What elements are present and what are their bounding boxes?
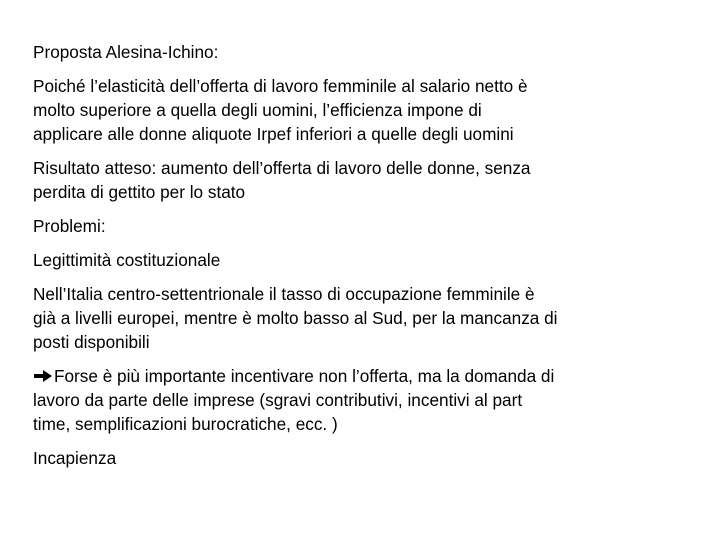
paragraph-elasticita [33,74,693,146]
paragraph-domanda-line-2: lavoro da parte delle imprese (sgravi contributivi, incentivi al part [33,390,523,410]
slide-content [33,40,693,470]
paragraph-nord-sud-line-1: Nell’Italia centro-settentrionale il tasso di occupazione femminile è [33,284,535,304]
paragraph-domanda-line-1: Forse è più importante incentivare non l’offerta, ma la domanda di [54,366,555,386]
paragraph-domanda-line-3: time, semplificazioni burocratiche, ecc. ) [33,414,338,434]
heading-proposta-text: Proposta Alesina-Ichino: [33,42,219,62]
paragraph-incapienza [33,446,693,470]
paragraph-elasticita-line-2: molto superiore a quella degli uomini, l’efficienza impone di [33,100,482,120]
paragraph-elasticita-line-3: applicare alle donne aliquote Irpef inferiori a quelle degli uomini [33,124,514,144]
paragraph-risultato [33,156,693,204]
paragraph-domanda [33,364,693,436]
paragraph-nord-sud-line-3: posti disponibili [33,332,150,352]
paragraph-nord-sud-line-2: già a livelli europei, mentre è molto basso al Sud, per la mancanza di [33,308,558,328]
paragraph-legittimita [33,248,693,272]
paragraph-risultato-line-2: perdita di gettito per lo stato [33,182,246,202]
paragraph-legittimita-text: Legittimità costituzionale [33,250,221,270]
paragraph-incapienza-text: Incapienza [33,448,117,468]
paragraph-nord-sud [33,282,693,354]
right-arrow-icon [33,369,53,383]
heading-problemi-text: Problemi: [33,216,106,236]
heading-problemi [33,214,693,238]
paragraph-risultato-line-1: Risultato atteso: aumento dell’offerta di lavoro delle donne, senza [33,158,531,178]
paragraph-elasticita-line-1: Poiché l’elasticità dell’offerta di lavoro femminile al salario netto è [33,76,528,96]
heading-proposta [33,40,693,64]
